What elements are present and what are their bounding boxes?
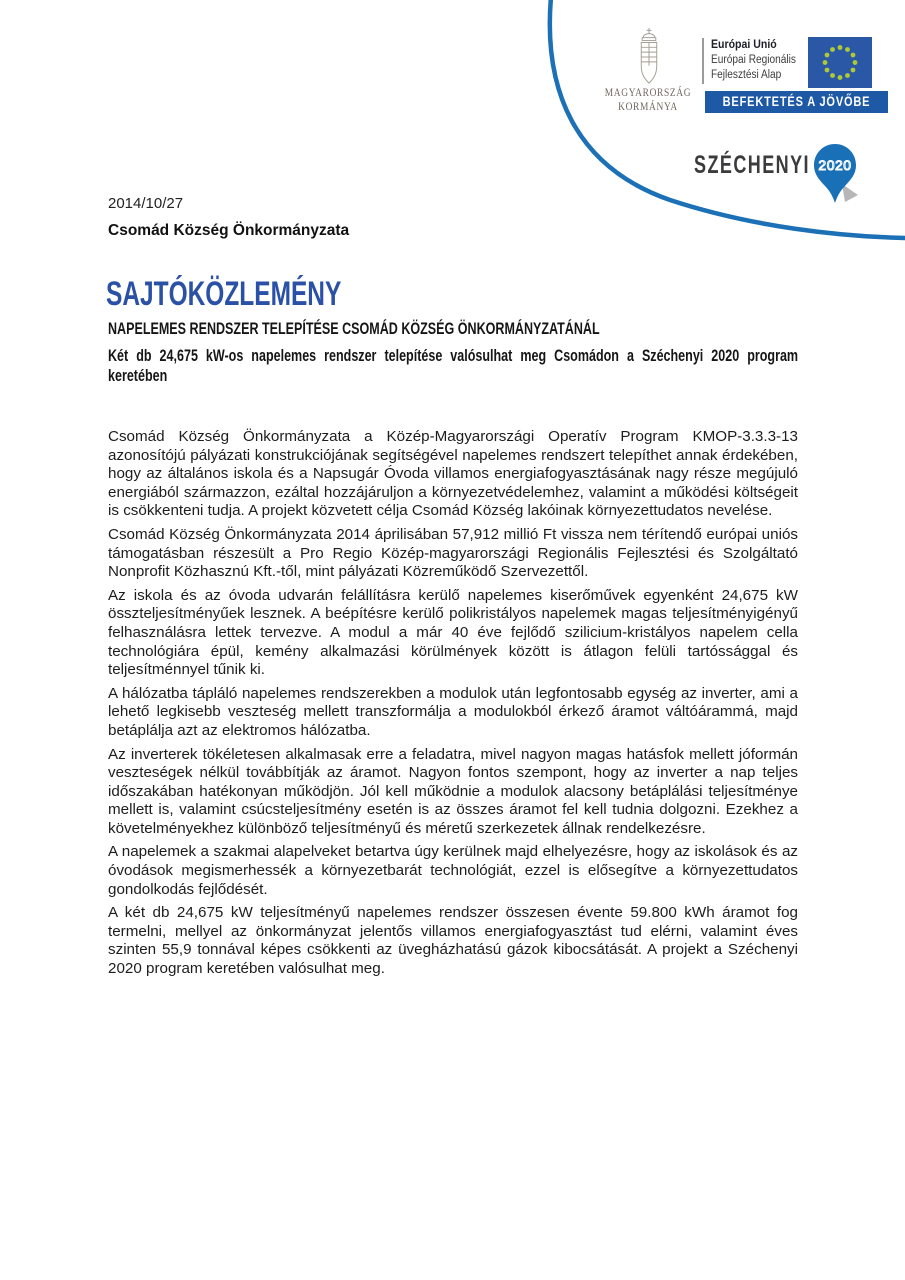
investment-banner-label: BEFEKTETÉS A JÖVŐBE bbox=[722, 94, 871, 109]
page-title: SAJTÓKÖZLEMÉNY bbox=[106, 275, 342, 313]
eu-fund-label-line2: Fejlesztési Alap bbox=[711, 69, 782, 81]
body-paragraph: A két db 24,675 kW teljesítményű napelemes rendszer összesen évente 59.800 kWh áramot fog termelni, mellyel az önkormányzat jelentős villamos energiafogyasztást tud elérni, valamint éves szinten 55,9 tonnával képes csökkenti az üvegházhatású gázok kibocsátását. A projekt a Széchenyi 2020 program keretében valósulhat meg. bbox=[108, 904, 798, 978]
eu-fund-wordmark bbox=[711, 37, 817, 84]
szechenyi-map-pin-icon bbox=[812, 143, 860, 207]
body-paragraph: Az iskola és az óvoda udvarán felállításra kerülő napelemes kiserőművek egyenként 24,675 kW összteljesítményűek lesznek. A beépítésre kerülő polikristályos napelemek magas teljesítményigényű felhasználásra lettek tervezve. A modul a már 40 éve fejlődő szilicium-kristályos napelem cella technológiára épül, kemény alkalmazási körülmények között is átlagon felüli tartóssággal és teljesítménnyel tűnik ki. bbox=[108, 586, 798, 679]
body-paragraph: Csomád Község Önkormányzata a Közép-Magyarországi Operatív Program KMOP-3.3.3-13 azonosítójú pályázati konstrukciójának segítségével napelemes rendszert telepíthet annak érdekében, hogy az általános iskola és a Napsugár Óvoda villamos energiafogyasztásának nagy része megújuló energiából származzon, ezáltal hozzájáruljon a környezetvédelemhez, valamint a működési költségeit is csökkenteni tudja. A projekt közvetett célja Csomád Község lakóinak környezettudatos nevelése. bbox=[108, 428, 798, 520]
release-body bbox=[108, 428, 798, 984]
release-headline: NAPELEMES RENDSZER TELEPÍTÉSE CSOMÁD KÖZSÉG ÖNKORMÁNYZATÁNÁL bbox=[108, 320, 600, 338]
organization-name: Csomád Község Önkormányzata bbox=[108, 222, 350, 239]
government-name-line1: MAGYARORSZÁG bbox=[604, 87, 692, 99]
body-paragraph: Csomád Község Önkormányzata 2014 áprilisában 57,912 millió Ft vissza nem térítendő európai uniós támogatásban részesült a Pro Regio Közép-magyarországi Regionális Fejlesztési és Szolgáltató Nonprofit Közhasznú Kft.-től, mint pályázati Közreműködő Szervezettől. bbox=[108, 525, 798, 581]
body-paragraph: Az inverterek tökéletesen alkalmasak erre a feladatra, mivel nagyon magas hatásfok mellett jóformán veszteségek nélkül továbbítják az áramot. Nagyon fontos szempont, hogy az inverter a nap teljes időszakában hatékonyan működjön. Jól kell működnie a modulok alacsony betáplálási teljesítménye mellett is, valamint csúcsteljesítmény esetén is az összes áramot fel kell tudnia dolgozni. Ezekhez a követelményekhez különböző teljesítményű és méretű szerkezetek állnak rendelkezésre. bbox=[108, 745, 798, 837]
eu-union-label: Európai Unió bbox=[711, 37, 777, 51]
government-name-line2: KORMÁNYA bbox=[618, 101, 678, 113]
government-wordmark bbox=[595, 86, 702, 114]
investment-banner bbox=[705, 91, 888, 113]
body-paragraph: A hálózatba tápláló napelemes rendszerekben a modulok után legfontosabb egység az inverter, ami a lehető legkisebb veszteség mellett transzformálja a modulokból érkező áramot váltóárammá, majd betáplálja azt az elektromos hálózatba. bbox=[108, 684, 798, 739]
divider bbox=[702, 38, 704, 84]
body-paragraph: A napelemek a szakmai alapelveket betartva úgy kerülnek majd elhelyezésre, hogy az iskolások és az óvodások megismerhessék a környezetbarát technológiát, ezzel is elősegítve a környezettudatos gondolkodás fejlődését. bbox=[108, 843, 798, 898]
szechenyi-wordmark: SZÉCHENYI bbox=[694, 151, 810, 179]
hungary-coat-of-arms-icon bbox=[634, 27, 664, 87]
szechenyi-year-label: 2020 bbox=[818, 157, 852, 173]
release-lead: Két db 24,675 kW-os napelemes rendszer telepítése valósulhat meg Csomádon a Széchenyi 2020 program keretében bbox=[108, 347, 799, 385]
eu-fund-label-line1: Európai Regionális bbox=[711, 53, 796, 66]
eu-flag-icon bbox=[808, 37, 872, 88]
release-date: 2014/10/27 bbox=[108, 195, 184, 212]
